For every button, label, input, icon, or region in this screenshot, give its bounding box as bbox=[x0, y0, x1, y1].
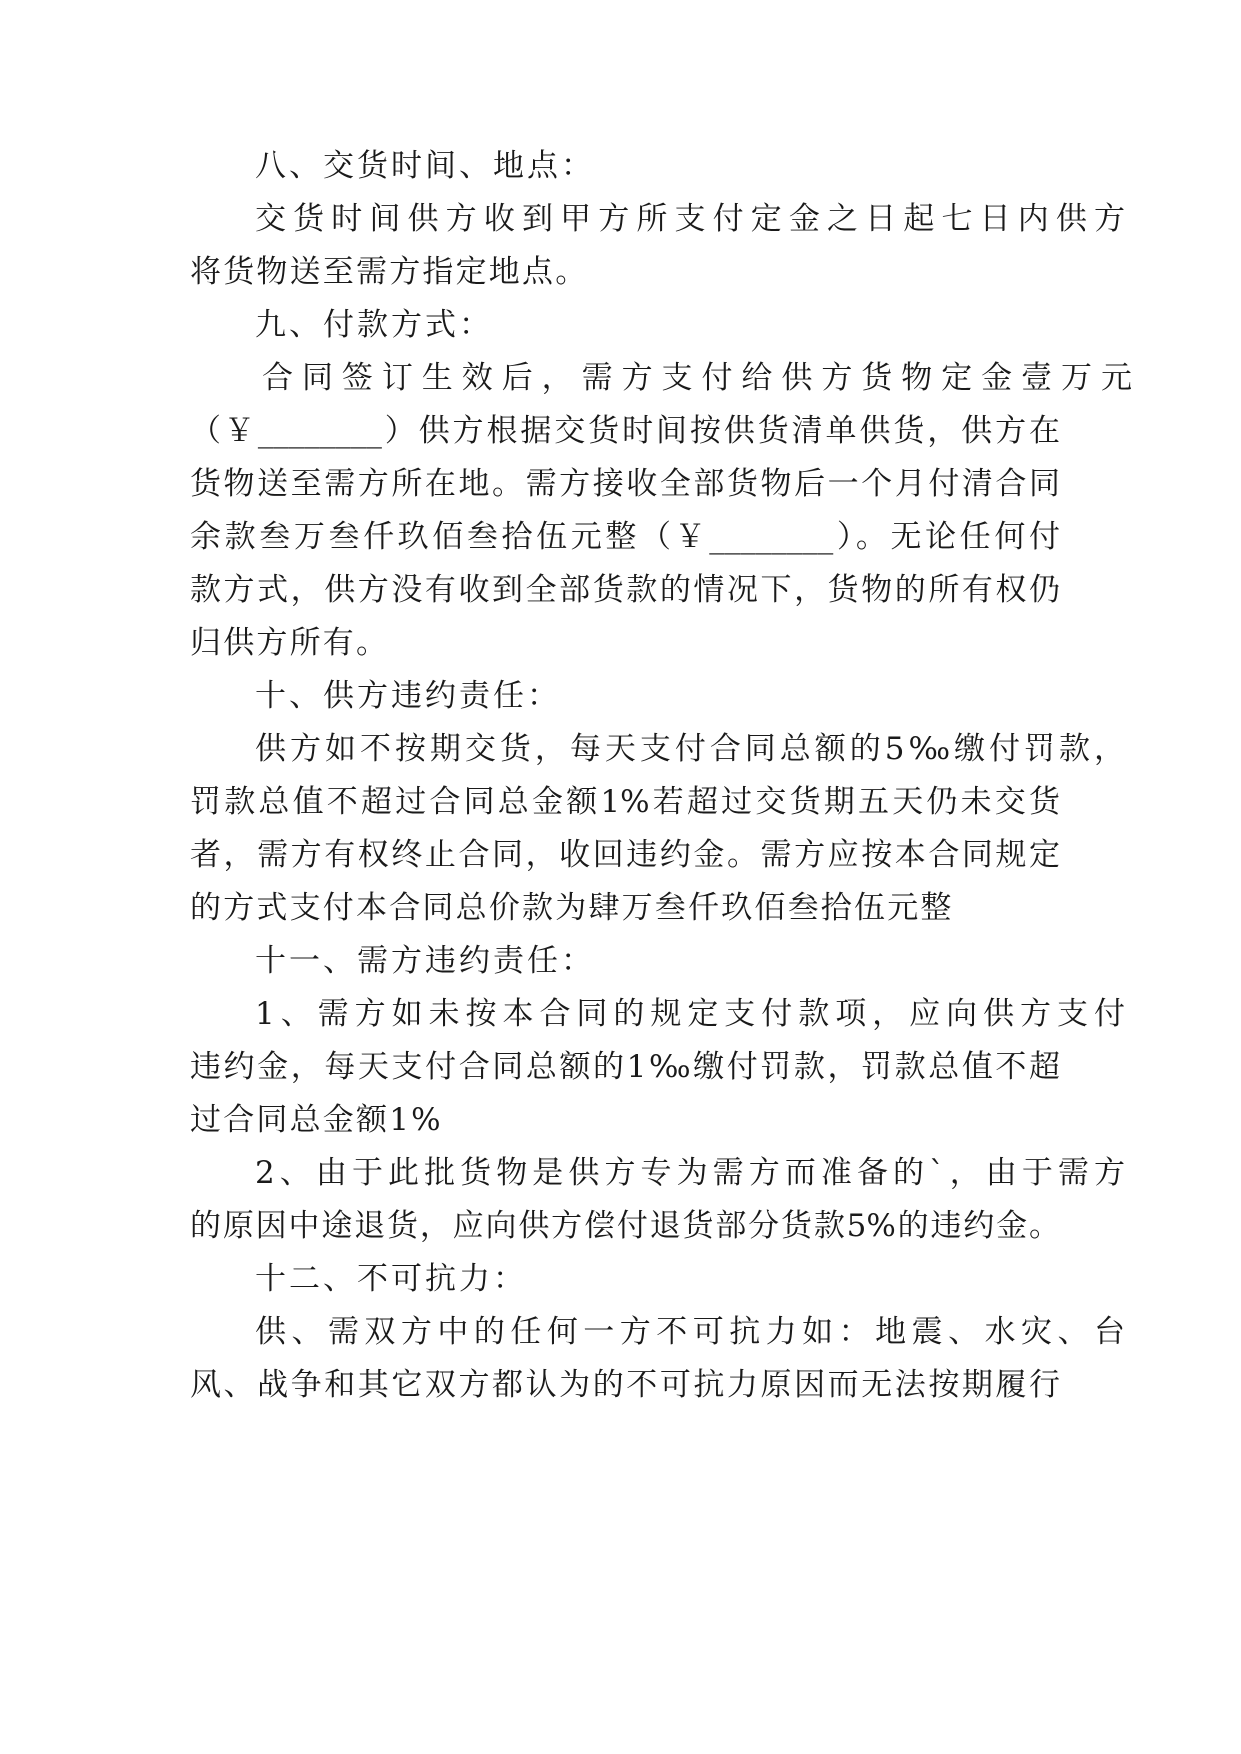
paragraph-line: 余款叁万叁仟玖佰叁拾伍元整（￥________）。无论任何付 bbox=[190, 519, 1060, 555]
paragraph-line: 违约金，每天支付合同总额的1‰缴付罚款，罚款总值不超 bbox=[190, 1049, 1060, 1085]
paragraph-line: 者，需方有权终止合同，收回违约金。需方应按本合同规定 bbox=[190, 837, 1060, 873]
section-heading-9: 九、付款方式： bbox=[255, 307, 493, 343]
paragraph-line: 合同签订生效后，需方支付给供方货物定金壹万元 bbox=[262, 360, 1132, 396]
paragraph-line: 供、需双方中的任何一方不可抗力如：地震、水灾、台 bbox=[255, 1314, 1125, 1350]
paragraph-line: 将货物送至需方指定地点。 bbox=[190, 254, 589, 290]
paragraph-line: 2、由于此批货物是供方专为需方而准备的`，由于需方 bbox=[255, 1155, 1125, 1191]
paragraph-line: （￥________）供方根据交货时间按供货清单供货，供方在 bbox=[190, 413, 1060, 449]
paragraph-line: 的方式支付本合同总价款为肆万叁仟玖佰叁拾伍元整 bbox=[190, 890, 954, 926]
paragraph-line: 归供方所有。 bbox=[190, 625, 390, 661]
section-heading-8: 八、交货时间、地点： bbox=[255, 148, 595, 184]
paragraph-line: 1、需方如未按本合同的规定支付款项，应向供方支付 bbox=[255, 996, 1125, 1032]
paragraph-line: 供方如不按期交货，每天支付合同总额的5‰缴付罚款， bbox=[255, 731, 1125, 767]
section-heading-12: 十二、不可抗力： bbox=[255, 1261, 527, 1297]
paragraph-line: 交货时间供方收到甲方所支付定金之日起七日内供方 bbox=[255, 201, 1125, 237]
paragraph-line: 罚款总值不超过合同总金额1%若超过交货期五天仍未交货 bbox=[190, 784, 1060, 820]
paragraph-line: 的原因中途退货，应向供方偿付退货部分货款5%的违约金。 bbox=[190, 1208, 1060, 1244]
paragraph-line: 款方式，供方没有收到全部货款的情况下，货物的所有权仍 bbox=[190, 572, 1060, 608]
section-heading-11: 十一、需方违约责任： bbox=[255, 943, 595, 979]
section-heading-10: 十、供方违约责任： bbox=[255, 678, 561, 714]
paragraph-line: 风、战争和其它双方都认为的不可抗力原因而无法按期履行 bbox=[190, 1367, 1060, 1403]
paragraph-line: 货物送至需方所在地。需方接收全部货物后一个月付清合同 bbox=[190, 466, 1060, 502]
paragraph-line: 过合同总金额1% bbox=[190, 1102, 443, 1138]
